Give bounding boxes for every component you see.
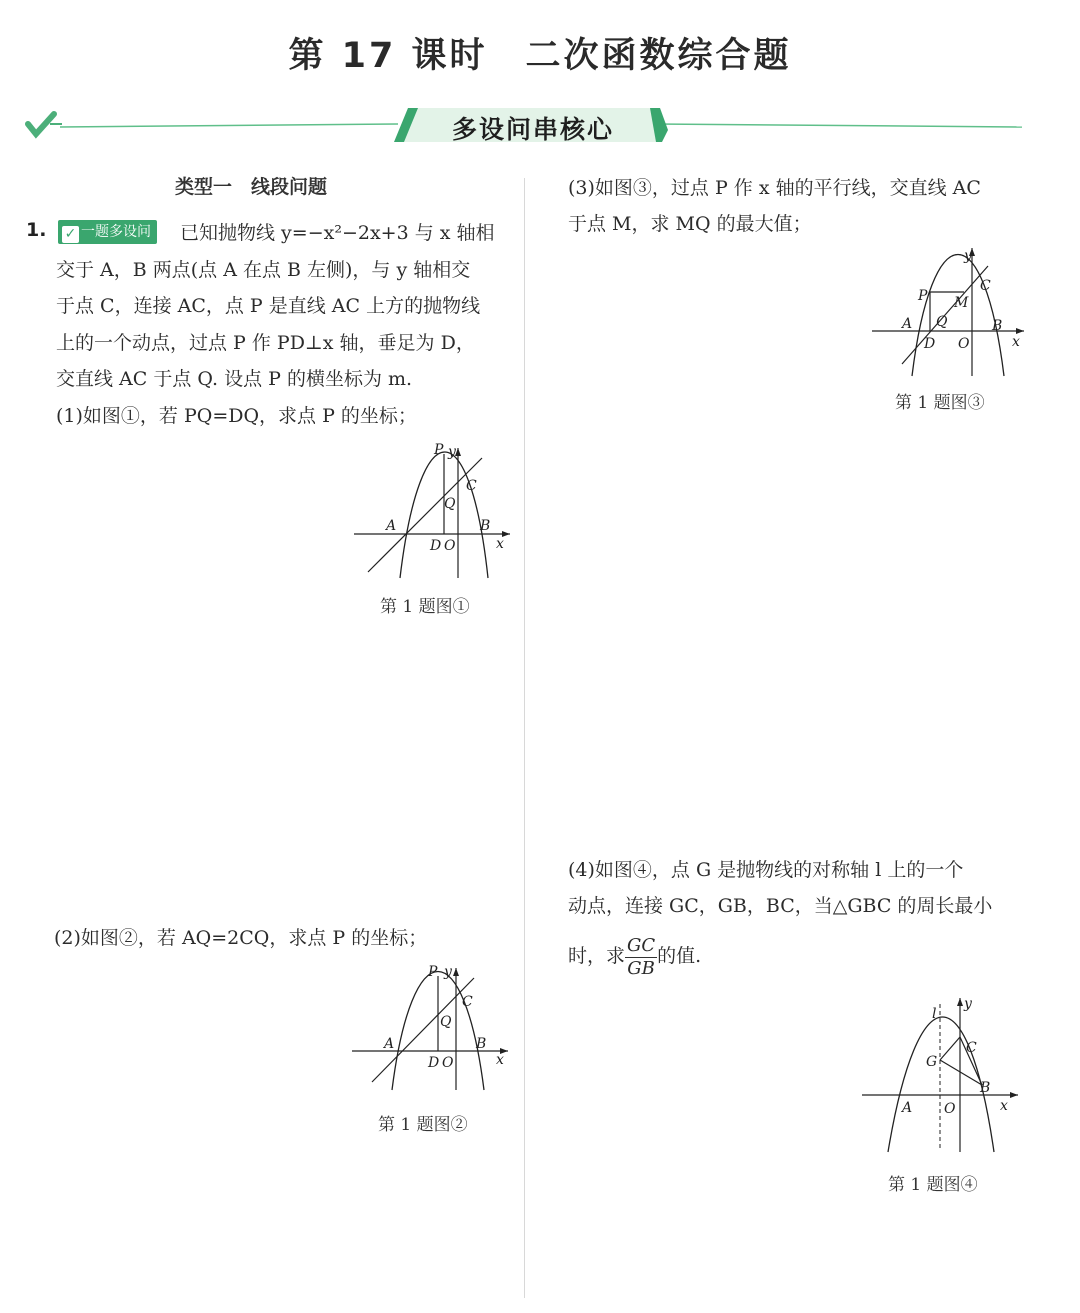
question-badge bbox=[58, 220, 157, 244]
fig2-label: P bbox=[428, 964, 438, 980]
fig2-label: y bbox=[444, 964, 452, 980]
fraction: $\frac{GC}{GB}$ bbox=[627, 934, 656, 979]
column-divider bbox=[524, 178, 525, 1298]
fig1-label: x bbox=[496, 536, 504, 552]
fig4-label: x bbox=[1000, 1098, 1008, 1114]
fig3-label: B bbox=[992, 318, 1003, 334]
fig3-label: P bbox=[918, 288, 928, 304]
fig2-label: Q bbox=[440, 1014, 452, 1030]
badge-label: 一题多设问 bbox=[81, 224, 151, 240]
stem-line: 上的一个动点，过点 P 作 PD⊥x 轴，垂足为 D， bbox=[56, 332, 475, 354]
figure-2-caption: 第 1 题图② bbox=[378, 1115, 468, 1135]
fig1-label: B bbox=[480, 518, 491, 534]
part-1-text: (1)如图①，若 PQ=DQ，求点 P 的坐标； bbox=[56, 405, 417, 427]
part-4-line: 动点，连接 GC，GB，BC，当△GBC 的周长最小 bbox=[568, 895, 993, 917]
stem-line: 交直线 AC 于点 Q. 设点 P 的横坐标为 m. bbox=[56, 368, 413, 390]
part-3-line: 于点 M，求 MQ 的最大值； bbox=[568, 213, 812, 235]
banner-line-right bbox=[655, 124, 1022, 127]
question-number: 1. bbox=[26, 219, 47, 241]
fig3-label: y bbox=[964, 248, 972, 264]
figure-3 bbox=[868, 244, 1028, 379]
fig3-label: D bbox=[924, 336, 936, 352]
figure-4 bbox=[858, 992, 1023, 1157]
figure-3-caption: 第 1 题图③ bbox=[895, 393, 985, 413]
fig3-label: O bbox=[958, 336, 970, 352]
fig2-label: D bbox=[428, 1055, 440, 1071]
stem-line: 于点 C，连接 AC，点 P 是直线 AC 上方的抛物线 bbox=[56, 295, 481, 317]
fig1-label: y bbox=[448, 444, 456, 460]
figure-2 bbox=[348, 962, 513, 1092]
fig1-label: C bbox=[466, 478, 477, 494]
fig4-label: G bbox=[926, 1054, 938, 1070]
figure-4-caption: 第 1 题图④ bbox=[888, 1175, 978, 1195]
check-icon: ✓ bbox=[62, 226, 79, 243]
banner-line-left bbox=[60, 124, 398, 127]
fig3-label: A bbox=[902, 316, 913, 332]
part-3-line: (3)如图③，过点 P 作 x 轴的平行线，交直线 AC bbox=[568, 177, 981, 199]
fig4-label: B bbox=[980, 1080, 991, 1096]
fig3-label: C bbox=[980, 278, 991, 294]
fig2-label: O bbox=[442, 1055, 454, 1071]
stem-line: 交于 A，B 两点(点 A 在点 B 左侧)，与 y 轴相交 bbox=[56, 259, 471, 281]
fig1-label: A bbox=[386, 518, 397, 534]
fig2-label: B bbox=[476, 1036, 487, 1052]
fig3-label: x bbox=[1012, 334, 1020, 350]
figure-1 bbox=[350, 440, 515, 580]
banner-label: 多设问串核心 bbox=[451, 115, 614, 144]
part-4-line: (4)如图④，点 G 是抛物线的对称轴 l 上的一个 bbox=[568, 859, 964, 881]
fig1-label: P bbox=[434, 442, 444, 458]
fig3-label: Q bbox=[936, 314, 948, 330]
fig1-label: O bbox=[444, 538, 456, 554]
figure-1-caption: 第 1 题图① bbox=[380, 597, 470, 617]
section-heading: 类型一 线段问题 bbox=[175, 176, 328, 198]
fig4-label: y bbox=[964, 996, 972, 1012]
fig4-label: C bbox=[966, 1040, 977, 1056]
fig4-label: O bbox=[944, 1101, 956, 1117]
fig2-label: C bbox=[462, 994, 473, 1010]
stem-line: 已知抛物线 y=−x²−2x+3 与 x 轴相 bbox=[180, 222, 495, 244]
fig3-label: M bbox=[954, 295, 969, 311]
fig2-label: A bbox=[384, 1036, 395, 1052]
fig4-label: l bbox=[932, 1006, 937, 1022]
part-4-line: 时，求 $\frac{GC}{GB}$ 的值. bbox=[568, 934, 702, 979]
fig4-label: A bbox=[902, 1100, 913, 1116]
part-2-text: (2)如图②，若 AQ=2CQ，求点 P 的坐标； bbox=[54, 927, 428, 949]
fig1-label: Q bbox=[444, 496, 456, 512]
fig2-label: x bbox=[496, 1052, 504, 1068]
page-title: 第 17 课时 二次函数综合题 bbox=[288, 36, 792, 76]
fig1-label: D bbox=[430, 538, 442, 554]
